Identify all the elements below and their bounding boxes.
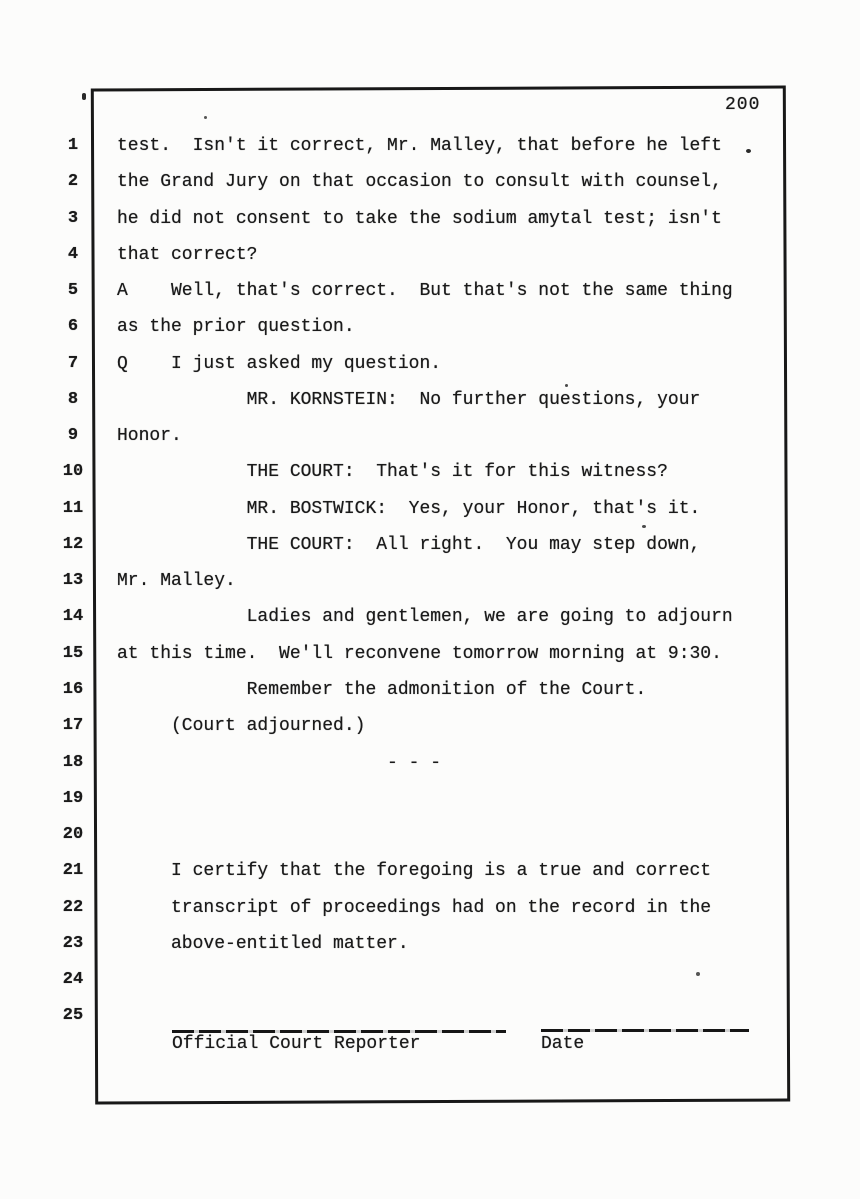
transcript-line (62, 454, 757, 490)
line-number: 24 (62, 970, 84, 990)
scan-speck (746, 149, 751, 153)
line-number: 3 (67, 208, 79, 228)
line-number: 20 (62, 825, 84, 845)
transcript-line-text: - - - (117, 752, 442, 773)
line-number: 7 (67, 353, 79, 373)
transcript-line-text: THE COURT: All right. You may step down, (117, 534, 701, 555)
transcript-line (62, 672, 757, 708)
transcript-line (67, 309, 757, 345)
line-number: 17 (62, 716, 84, 736)
transcript-line (67, 201, 757, 237)
transcript-line-text: the Grand Jury on that occasion to consult with counsel, (117, 172, 722, 193)
line-number: 4 (67, 244, 79, 264)
transcript-line (62, 781, 757, 817)
date-signature-label: Date (541, 1034, 585, 1054)
scan-speck (204, 116, 207, 119)
transcript-line-text: Mr. Malley. (117, 571, 236, 592)
line-number: 2 (67, 172, 79, 192)
transcript-line-text: MR. BOSTWICK: Yes, your Honor, that's it. (117, 498, 701, 519)
transcript-line (62, 636, 757, 672)
transcript-line (62, 599, 757, 635)
line-number: 15 (62, 643, 84, 663)
line-number: 19 (62, 788, 84, 808)
line-number: 5 (67, 281, 79, 301)
transcript-line-text: at this time. We'll reconvene tomorrow morning at 9:30. (117, 643, 722, 664)
reporter-signature-label: Official Court Reporter (172, 1034, 421, 1054)
scan-speck (565, 384, 568, 387)
transcript-line-text: transcript of proceedings had on the record in the (117, 897, 712, 918)
transcript-line-text: A Well, that's correct. But that's not the same thing (117, 281, 733, 302)
transcript-line-text: Q I just asked my question. (117, 353, 442, 374)
transcript-line (62, 890, 757, 926)
scan-speck (696, 972, 700, 976)
line-number: 1 (67, 136, 79, 155)
line-number: 13 (62, 571, 84, 591)
line-number: 18 (62, 752, 84, 772)
transcript-line (62, 527, 757, 563)
transcript-line (67, 164, 757, 200)
reporter-signature-line (172, 1030, 506, 1033)
transcript-line (67, 346, 757, 382)
transcript-body (62, 128, 757, 1035)
scan-speck (82, 93, 86, 100)
transcript-line-text: above-entitled matter. (117, 933, 409, 954)
transcript-line-text: that correct? (117, 244, 258, 265)
transcript-line-text: he did not consent to take the sodium amytal test; isn't (117, 208, 722, 229)
transcript-line-text: test. Isn't it correct, Mr. Malley, that before he left (117, 136, 722, 156)
transcript-line-text: THE COURT: That's it for this witness? (117, 462, 668, 483)
transcript-line (67, 273, 757, 309)
line-number: 10 (62, 462, 84, 482)
date-signature-line (541, 1029, 749, 1032)
transcript-line (67, 418, 757, 454)
line-number: 16 (62, 679, 84, 699)
line-number: 11 (62, 498, 84, 518)
line-number: 8 (67, 389, 79, 409)
line-number: 6 (67, 317, 79, 337)
transcript-line-text: Remember the admonition of the Court. (117, 679, 647, 700)
transcript-line-text: Honor. (117, 426, 182, 447)
transcript-line-text: I certify that the foregoing is a true and correct (117, 861, 712, 882)
line-number: 22 (62, 897, 84, 917)
line-number: 12 (62, 534, 84, 554)
line-number: 14 (62, 607, 84, 627)
transcript-line (62, 926, 757, 962)
transcript-line (67, 382, 757, 418)
transcript-line (62, 563, 757, 599)
transcript-line-text: Ladies and gentlemen, we are going to adjourn (117, 607, 733, 628)
scan-speck (642, 525, 646, 528)
line-number: 23 (62, 933, 84, 953)
transcript-line-text: as the prior question. (117, 317, 355, 338)
line-number: 9 (67, 426, 79, 446)
page-number: 200 (725, 95, 761, 115)
transcript-line-text: (Court adjourned.) (117, 716, 366, 737)
transcript-line (62, 962, 757, 998)
transcript-line (67, 237, 757, 273)
transcript-line-text: MR. KORNSTEIN: No further questions, your (117, 389, 701, 410)
transcript-line (62, 491, 757, 527)
transcript-line (67, 128, 757, 164)
line-number: 25 (62, 1006, 84, 1026)
transcript-line (62, 817, 757, 853)
transcript-line (62, 853, 757, 889)
line-number: 21 (62, 861, 84, 881)
transcript-line (62, 708, 757, 744)
transcript-line (62, 745, 757, 781)
